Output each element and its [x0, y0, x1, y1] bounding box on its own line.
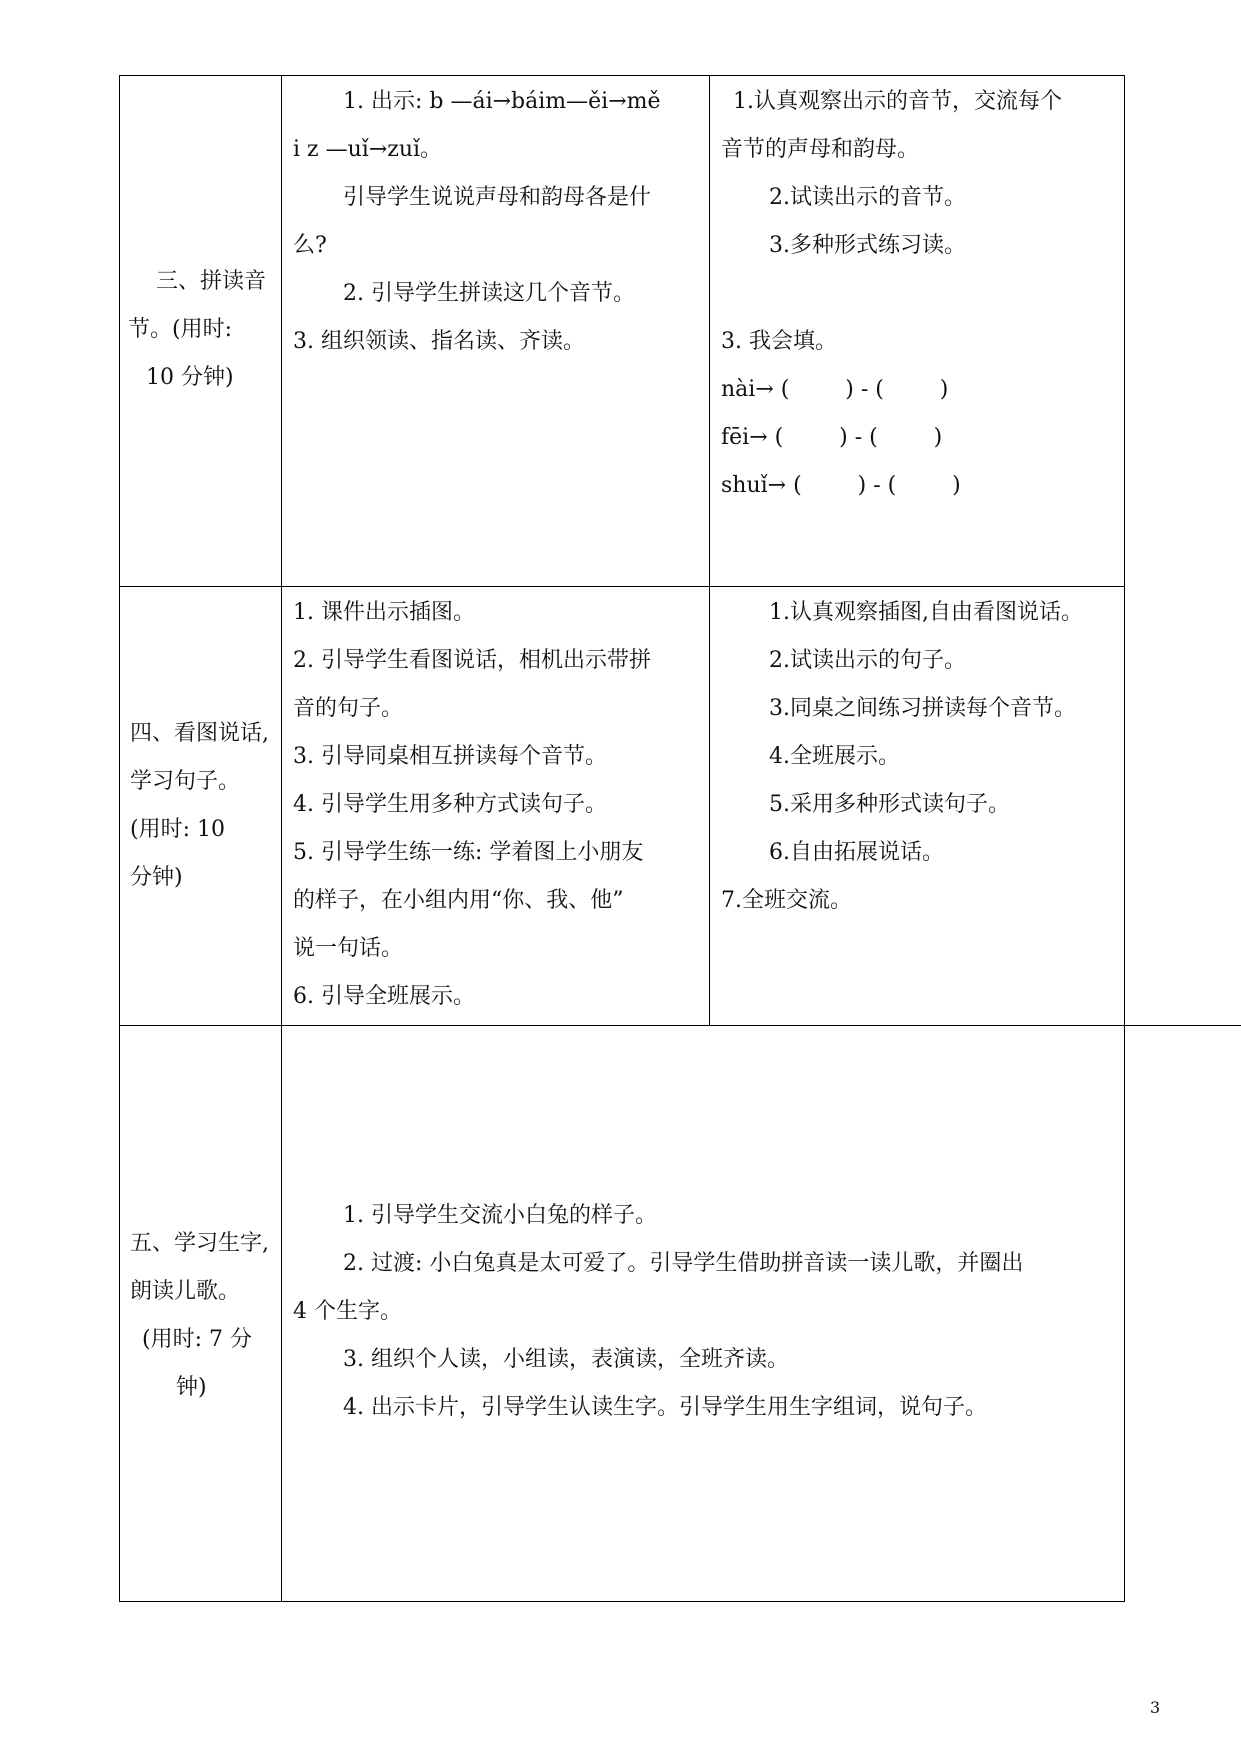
student-line: 5.采用多种形式读句子。: [769, 792, 1010, 817]
stage-line: 学习句子。: [130, 769, 241, 794]
teacher-line: 5. 引导学生练一练: 学着图上小朋友: [293, 840, 644, 865]
fill-exercise-item: fēi→ ( ) - ( ): [721, 425, 943, 450]
stage-line: (用时: 7 分: [142, 1327, 252, 1352]
row-divider-2: [119, 1025, 1241, 1026]
table-border-bottom: [119, 1601, 1125, 1602]
fill-exercise-item: shuǐ→ ( ) - ( ): [721, 473, 961, 498]
teacher-line: 4 个生字。: [293, 1299, 402, 1324]
teacher-line: 2. 引导学生拼读这几个音节。: [343, 281, 635, 306]
teacher-line: 4. 出示卡片，引导学生认读生字。引导学生用生字组词，说句子。: [343, 1395, 987, 1420]
student-line: 2.试读出示的音节。: [769, 185, 966, 210]
row1-teacher-cell: [293, 78, 705, 366]
row2-stage-cell: [130, 710, 280, 902]
student-line: 2.试读出示的句子。: [769, 648, 966, 673]
teacher-line: 的样子，在小组内用“你、我、他”: [293, 888, 624, 913]
student-column-divider: [709, 75, 710, 1026]
row2-teacher-cell: [293, 589, 705, 1021]
stage-line: 朗读儿歌。: [130, 1279, 241, 1304]
stage-line: 钟): [176, 1375, 207, 1400]
row1-student-cell: [721, 78, 1121, 510]
teacher-line: 1. 引导学生交流小白兔的样子。: [343, 1203, 657, 1228]
teacher-line: 2. 引导学生看图说话，相机出示带拼: [293, 648, 651, 673]
row3-content-cell: [293, 1192, 1121, 1432]
student-line: 音节的声母和韵母。: [721, 137, 920, 162]
stage-line: 三、拼读音: [156, 269, 267, 294]
row1-stage-cell: [128, 258, 280, 402]
teacher-line: 音的句子。: [293, 696, 404, 721]
student-line: 3.多种形式练习读。: [769, 233, 966, 258]
teacher-line: 6. 引导全班展示。: [293, 984, 475, 1009]
teacher-line: 3. 组织领读、指名读、齐读。: [293, 329, 585, 354]
student-line: 1.认真观察出示的音节，交流每个: [733, 89, 1062, 114]
student-line: 6.自由拓展说话。: [769, 840, 944, 865]
page-number: 3: [1150, 1698, 1161, 1717]
row-divider-1: [119, 586, 1125, 587]
table-border-left: [119, 75, 120, 1602]
table-border-right: [1124, 75, 1125, 1602]
fill-exercise-title: 3. 我会填。: [721, 329, 837, 354]
row2-student-cell: [721, 589, 1121, 925]
teacher-line: 1. 课件出示插图。: [293, 600, 475, 625]
teacher-line: 3. 引导同桌相互拼读每个音节。: [293, 744, 607, 769]
stage-line: 分钟): [130, 865, 183, 890]
teacher-line: i z —uǐ→zuǐ。: [293, 137, 443, 162]
teacher-line: 说一句话。: [293, 936, 404, 961]
fill-exercise-item: nài→ ( ) - ( ): [721, 377, 949, 402]
stage-line: 四、看图说话,: [130, 721, 269, 746]
student-line: 7.全班交流。: [721, 888, 852, 913]
stage-line: (用时: 10: [130, 817, 225, 842]
stage-line: 10 分钟): [146, 365, 234, 390]
student-line: 3.同桌之间练习拼读每个音节。: [769, 696, 1076, 721]
teacher-line: 么?: [293, 233, 327, 258]
student-line: 4.全班展示。: [769, 744, 900, 769]
teacher-line: 1. 出示: b —ái→báim—ěi→mě: [343, 89, 661, 114]
table-border-top: [119, 75, 1125, 76]
teacher-line: 引导学生说说声母和韵母各是什: [343, 185, 652, 210]
student-line: 1.认真观察插图,自由看图说话。: [769, 600, 1083, 625]
stage-line: 五、学习生字,: [130, 1231, 269, 1256]
teacher-line: 3. 组织个人读，小组读，表演读，全班齐读。: [343, 1347, 789, 1372]
stage-column-divider: [281, 75, 282, 1602]
row3-stage-cell: [130, 1220, 280, 1412]
stage-line: 节。(用时:: [128, 317, 232, 342]
teacher-line: 4. 引导学生用多种方式读句子。: [293, 792, 607, 817]
teacher-line: 2. 过渡: 小白兔真是太可爱了。引导学生借助拼音读一读儿歌，并圈出: [343, 1251, 1024, 1276]
